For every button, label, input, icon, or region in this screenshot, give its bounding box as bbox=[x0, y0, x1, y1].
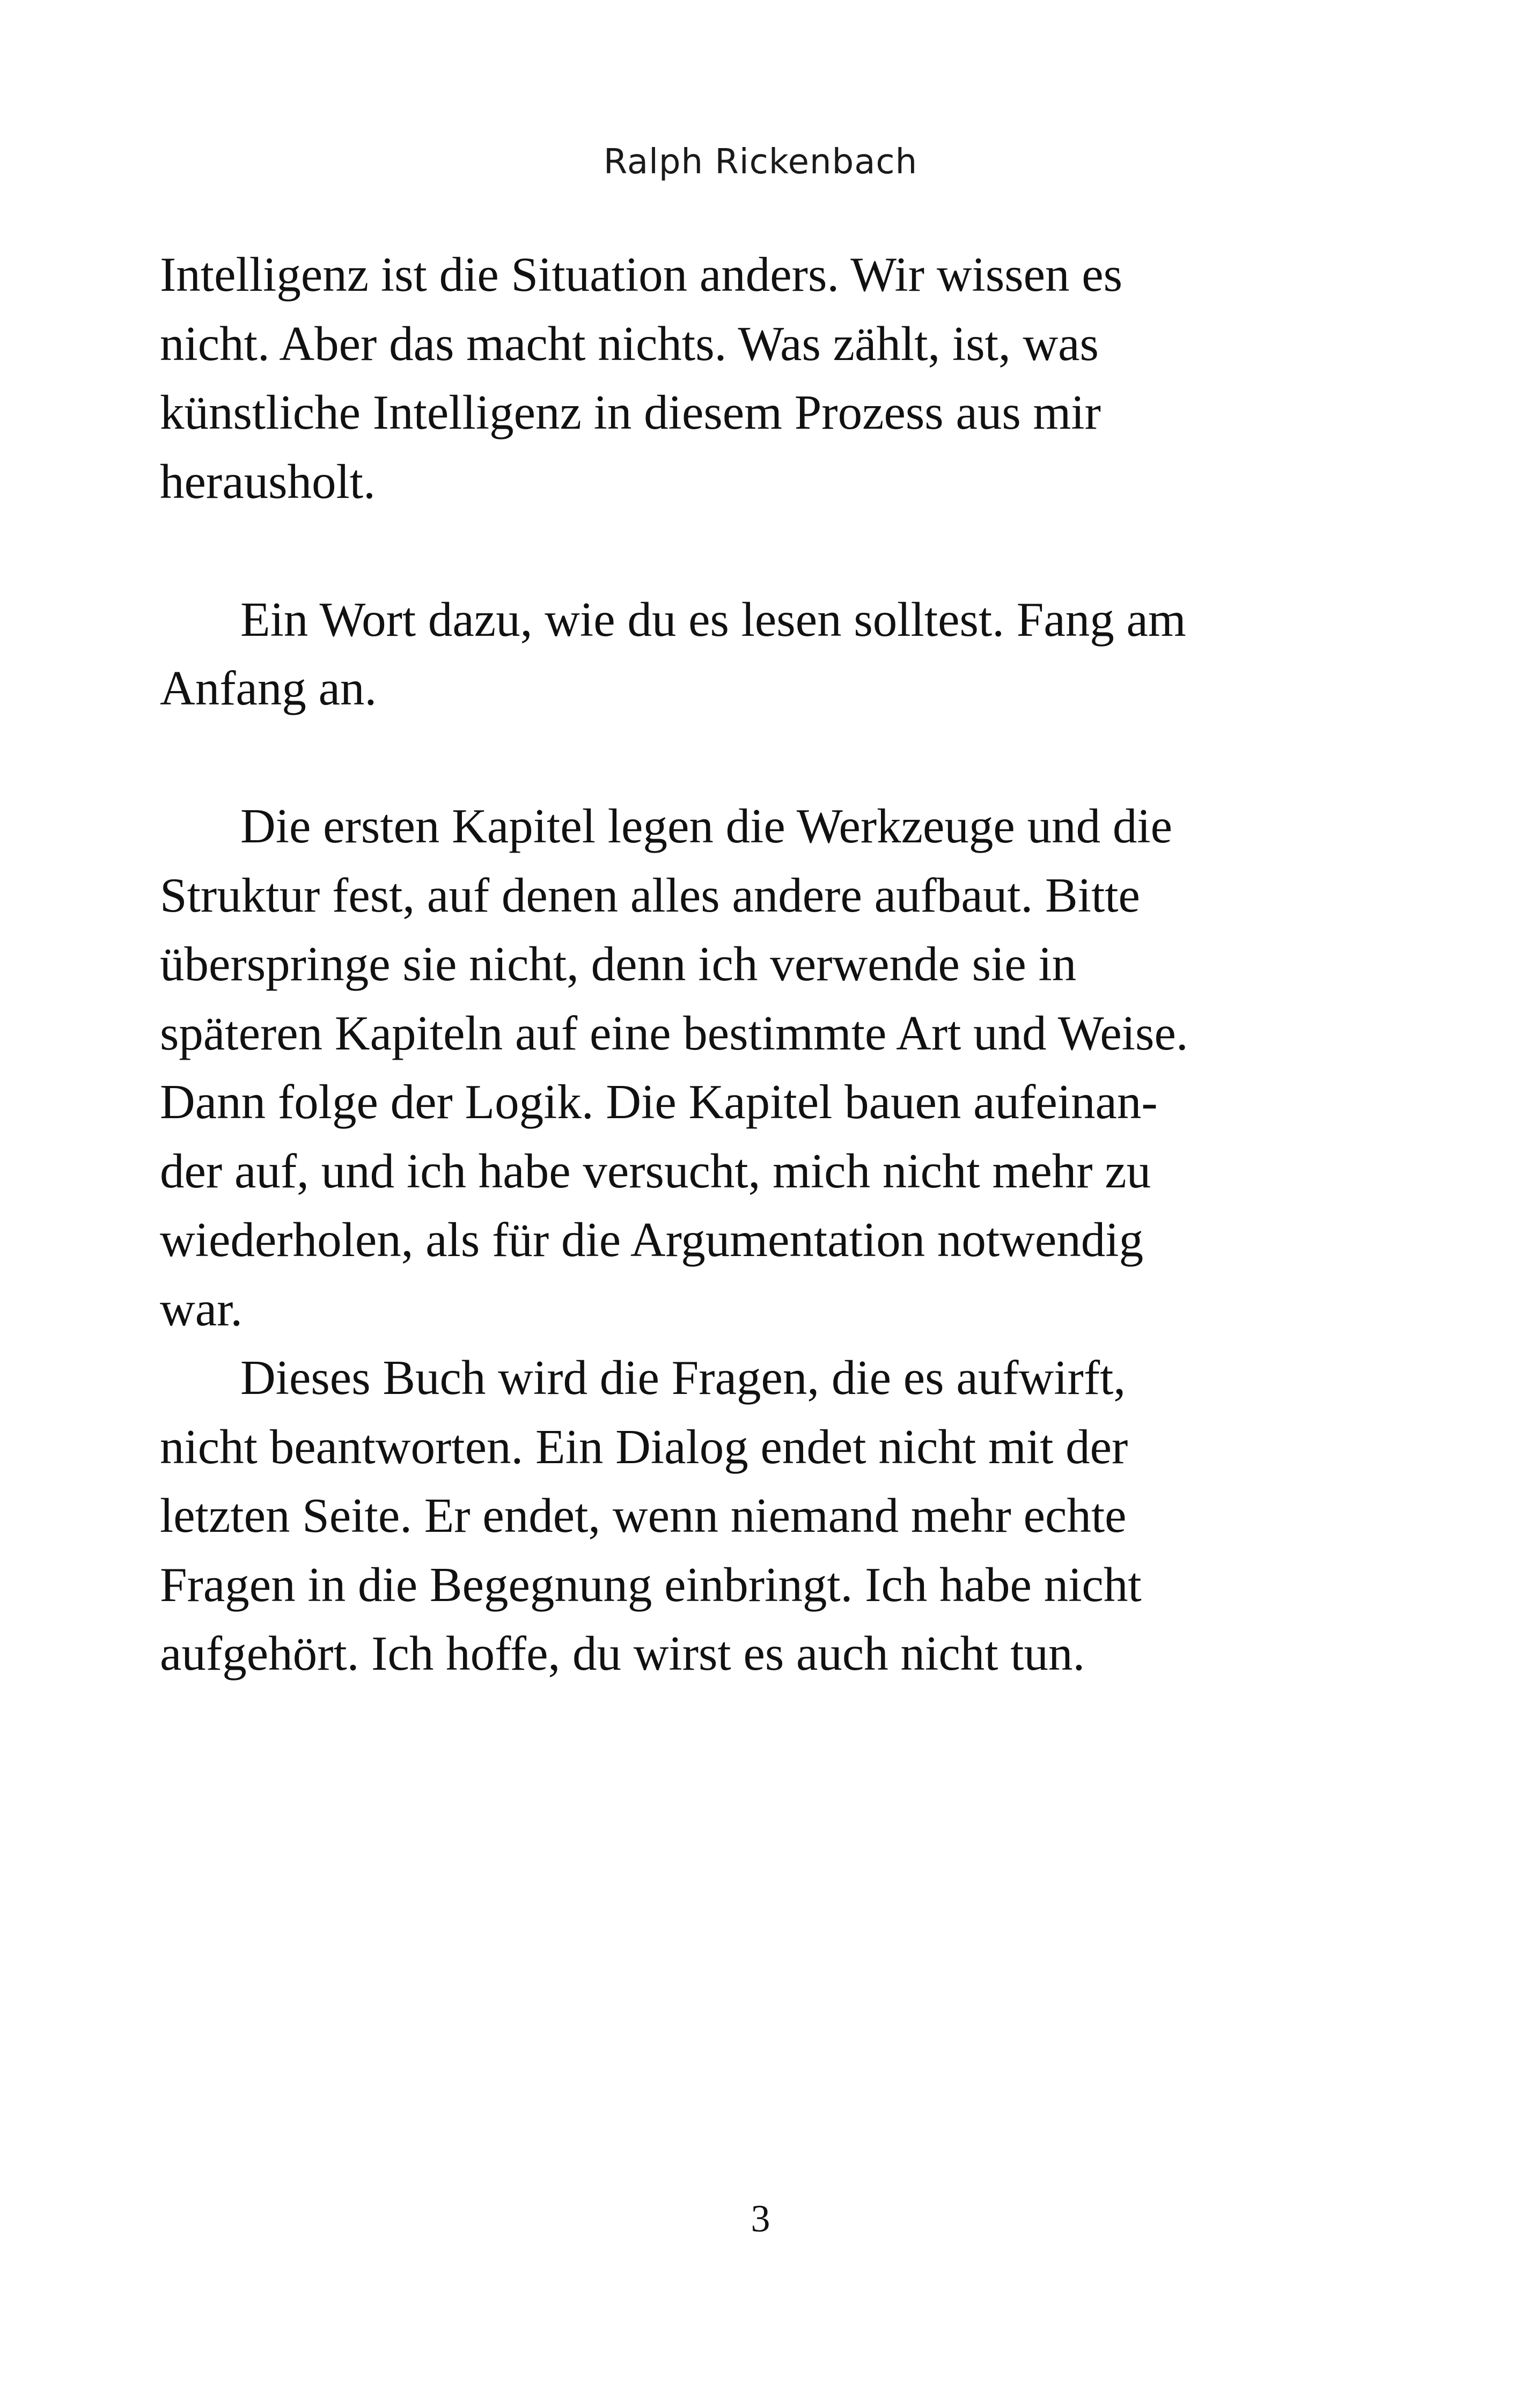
text-line: aufgehört. Ich hoffe, du wirst es auch nicht tun. bbox=[160, 1626, 1085, 1680]
text-line: Dieses Buch wird die Fragen, die es aufwirft, bbox=[240, 1350, 1126, 1405]
text-line: künstliche Intelligenz in diesem Prozess aus mir bbox=[160, 385, 1101, 439]
page-number: 3 bbox=[751, 2197, 770, 2240]
body-text bbox=[160, 240, 1372, 1688]
running-header: Ralph Rickenbach bbox=[603, 142, 918, 182]
text-line: Die ersten Kapitel legen die Werkzeuge und die bbox=[240, 799, 1172, 853]
text-line: späteren Kapiteln auf eine bestimmte Art und Weise. bbox=[160, 1005, 1188, 1060]
paragraph bbox=[160, 792, 1372, 1344]
text-line: letzten Seite. Er endet, wenn niemand mehr echte bbox=[160, 1488, 1127, 1543]
text-line: wiederholen, als für die Argumentation notwendig bbox=[160, 1213, 1144, 1267]
text-line: herausholt. bbox=[160, 454, 376, 509]
text-line: war. bbox=[160, 1281, 243, 1336]
text-line: Struktur fest, auf denen alles andere aufbaut. Bitte bbox=[160, 868, 1140, 922]
text-line: nicht beantworten. Ein Dialog endet nicht mit der bbox=[160, 1419, 1128, 1474]
text-line: Fragen in die Begegnung einbringt. Ich habe nicht bbox=[160, 1557, 1142, 1612]
text-line: Dann folge der Logik. Die Kapitel bauen aufeinan- bbox=[160, 1075, 1158, 1129]
text-line: überspringe sie nicht, denn ich verwende sie in bbox=[160, 937, 1077, 991]
text-line: nicht. Aber das macht nichts. Was zählt, ist, was bbox=[160, 316, 1099, 371]
paragraph-spacer bbox=[160, 723, 1372, 792]
paragraph-spacer bbox=[160, 516, 1372, 585]
text-line: Intelligenz ist die Situation anders. Wir wissen es bbox=[160, 247, 1123, 302]
paragraph bbox=[160, 585, 1372, 723]
text-line: Anfang an. bbox=[160, 661, 377, 715]
text-line: Ein Wort dazu, wie du es lesen solltest. Fang am bbox=[240, 592, 1186, 647]
text-line: der auf, und ich habe versucht, mich nicht mehr zu bbox=[160, 1143, 1151, 1198]
paragraph bbox=[160, 240, 1372, 516]
paragraph bbox=[160, 1344, 1372, 1688]
